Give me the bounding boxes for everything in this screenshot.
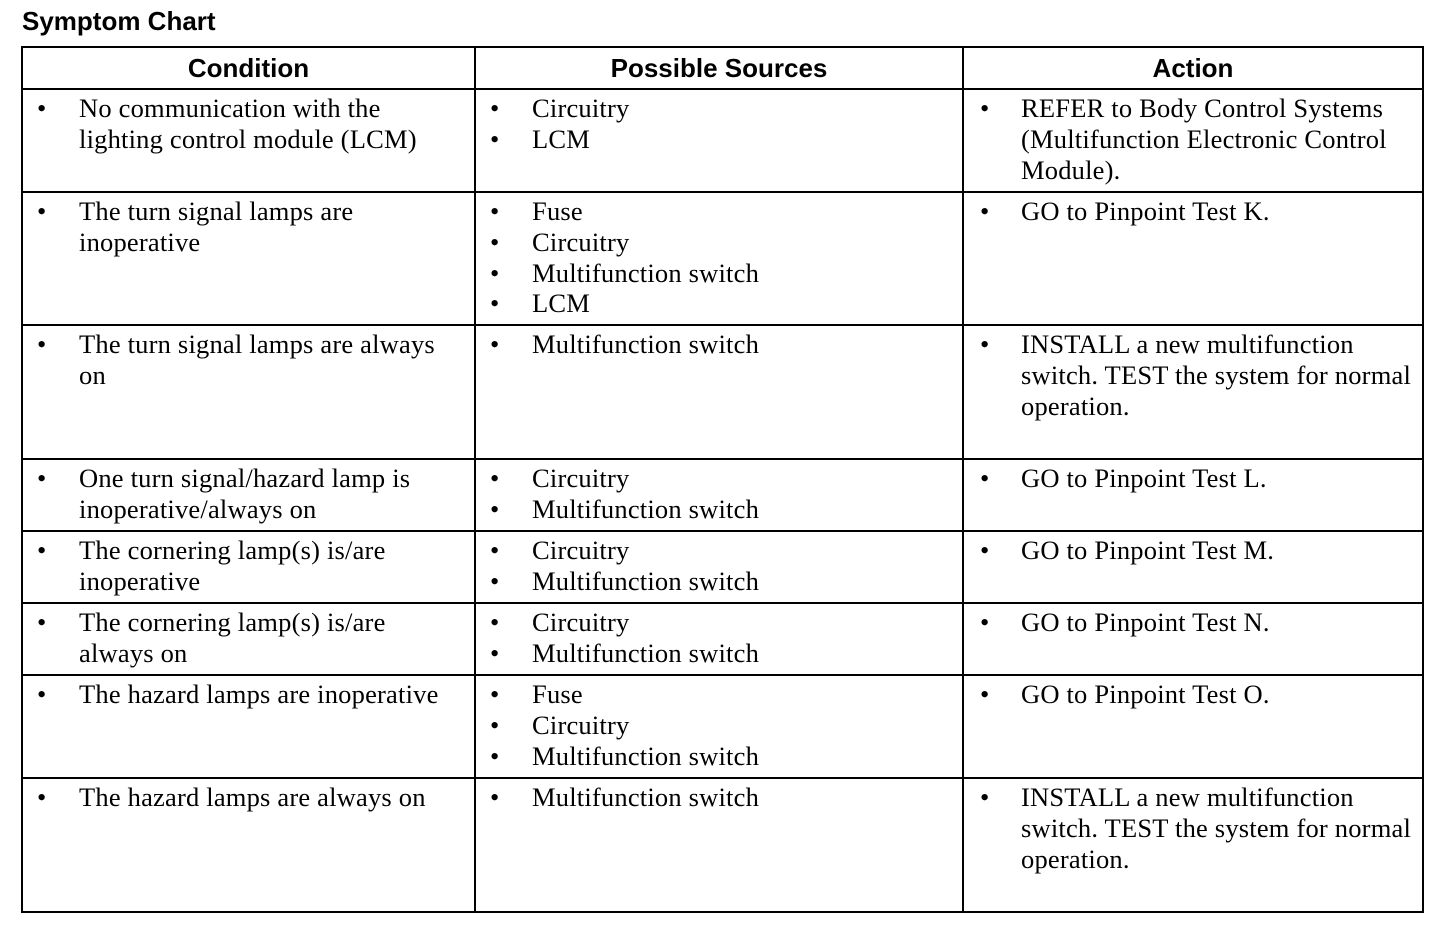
sources-text: Multifunction switch xyxy=(532,493,760,524)
header-row xyxy=(22,47,1423,89)
bullet-icon: • xyxy=(37,782,47,812)
action-text: GO to Pinpoint Test K. xyxy=(1021,196,1270,226)
list-item xyxy=(476,93,954,124)
bullet-icon: • xyxy=(37,607,47,637)
list-item xyxy=(476,607,954,638)
list-item xyxy=(476,535,954,566)
condition-cell xyxy=(22,459,475,531)
action-list xyxy=(964,532,1422,566)
bullet-icon: • xyxy=(980,329,990,359)
list-item xyxy=(964,607,1414,638)
list-item xyxy=(23,93,466,155)
sources-cell xyxy=(475,675,963,778)
action-list xyxy=(964,460,1422,494)
list-item xyxy=(23,679,466,710)
condition-text: The cornering lamp(s) is/are inoperative xyxy=(79,535,386,596)
list-item xyxy=(476,258,954,289)
bullet-icon: • xyxy=(490,288,500,319)
condition-text: The turn signal lamps are inoperative xyxy=(79,196,354,257)
list-item xyxy=(476,566,954,597)
action-text: GO to Pinpoint Test L. xyxy=(1021,463,1267,493)
sources-text: Multifunction switch xyxy=(532,782,760,812)
condition-text: No communication with the lighting control module (LCM) xyxy=(79,93,417,154)
list-item xyxy=(476,463,954,494)
sources-text: Circuitry xyxy=(532,607,630,637)
condition-text: The hazard lamps are always on xyxy=(79,782,426,812)
bullet-icon: • xyxy=(980,782,990,812)
action-list xyxy=(964,604,1422,638)
action-text: GO to Pinpoint Test M. xyxy=(1021,535,1275,565)
bullet-icon: • xyxy=(490,257,500,288)
list-item xyxy=(23,463,466,525)
bullet-icon: • xyxy=(37,679,47,709)
bullet-icon: • xyxy=(980,535,990,565)
list-item xyxy=(964,196,1414,227)
action-cell xyxy=(963,89,1423,192)
condition-list xyxy=(23,676,474,710)
condition-cell xyxy=(22,778,475,912)
list-item xyxy=(476,124,954,155)
action-text: REFER to Body Control Systems (Multifunction Electronic Control Module). xyxy=(1021,93,1387,185)
bullet-icon: • xyxy=(490,493,500,524)
column-header-condition: Condition xyxy=(22,47,475,89)
list-item xyxy=(23,607,466,669)
bullet-icon: • xyxy=(490,93,500,123)
column-header-possible-sources: Possible Sources xyxy=(475,47,963,89)
bullet-icon: • xyxy=(980,93,990,123)
bullet-icon: • xyxy=(490,782,500,812)
list-item xyxy=(476,741,954,772)
bullet-icon: • xyxy=(490,565,500,596)
bullet-icon: • xyxy=(980,463,990,493)
bullet-icon: • xyxy=(980,679,990,709)
sources-list xyxy=(476,532,962,597)
condition-list xyxy=(23,326,474,391)
action-list xyxy=(964,90,1422,185)
list-item xyxy=(964,535,1414,566)
action-list xyxy=(964,193,1422,227)
list-item xyxy=(476,679,954,710)
sources-cell xyxy=(475,192,963,325)
sources-text: Multifunction switch xyxy=(532,740,760,771)
condition-cell xyxy=(22,192,475,325)
condition-list xyxy=(23,779,474,813)
list-item xyxy=(476,288,954,319)
bullet-icon: • xyxy=(490,637,500,668)
list-item xyxy=(476,329,954,360)
sources-list xyxy=(476,460,962,525)
condition-list xyxy=(23,604,474,669)
sources-text: Circuitry xyxy=(532,463,630,493)
condition-text: The cornering lamp(s) is/are always on xyxy=(79,607,386,668)
action-list xyxy=(964,326,1422,421)
sources-cell xyxy=(475,531,963,603)
table-row xyxy=(22,778,1423,912)
condition-cell xyxy=(22,675,475,778)
table-row xyxy=(22,325,1423,459)
table-row xyxy=(22,89,1423,192)
condition-cell xyxy=(22,89,475,192)
bullet-icon: • xyxy=(980,196,990,226)
list-item xyxy=(476,638,954,669)
list-item xyxy=(476,196,954,227)
list-item xyxy=(476,782,954,813)
table-row xyxy=(22,192,1423,325)
sources-text: Fuse xyxy=(532,679,583,709)
table-row xyxy=(22,675,1423,778)
chart-title: Symptom Chart xyxy=(22,6,216,36)
sources-text: Circuitry xyxy=(532,709,630,740)
action-cell xyxy=(963,778,1423,912)
action-cell xyxy=(963,603,1423,675)
sources-list xyxy=(476,779,962,813)
bullet-icon: • xyxy=(490,196,500,226)
sources-list xyxy=(476,676,962,771)
sources-text: Circuitry xyxy=(532,535,630,565)
list-item xyxy=(23,535,466,597)
bullet-icon: • xyxy=(37,463,47,493)
bullet-icon: • xyxy=(490,709,500,740)
sources-text: Multifunction switch xyxy=(532,565,760,596)
condition-list xyxy=(23,532,474,597)
bullet-icon: • xyxy=(980,607,990,637)
table-body xyxy=(22,89,1423,912)
bullet-icon: • xyxy=(490,740,500,771)
sources-text: Multifunction switch xyxy=(532,257,760,288)
list-item xyxy=(23,782,466,813)
list-item xyxy=(964,329,1414,421)
action-text: INSTALL a new multifunction switch. TEST the system for normal operation. xyxy=(1021,329,1412,421)
list-item xyxy=(964,782,1414,874)
list-item xyxy=(476,710,954,741)
list-item xyxy=(476,227,954,258)
condition-list xyxy=(23,193,474,258)
sources-list xyxy=(476,90,962,155)
bullet-icon: • xyxy=(37,329,47,359)
symptom-table xyxy=(21,46,1424,913)
list-item xyxy=(964,679,1414,710)
bullet-icon: • xyxy=(490,607,500,637)
sources-list xyxy=(476,326,962,360)
condition-text: One turn signal/hazard lamp is inoperative/always on xyxy=(79,463,411,524)
bullet-icon: • xyxy=(37,196,47,226)
list-item xyxy=(964,463,1414,494)
list-item xyxy=(23,329,466,391)
action-list xyxy=(964,676,1422,710)
sources-text: Circuitry xyxy=(532,226,630,257)
sources-text: Multifunction switch xyxy=(532,637,760,668)
condition-cell xyxy=(22,325,475,459)
action-list xyxy=(964,779,1422,874)
action-cell xyxy=(963,459,1423,531)
action-text: INSTALL a new multifunction switch. TEST the system for normal operation. xyxy=(1021,782,1412,874)
list-item xyxy=(23,196,466,258)
sources-cell xyxy=(475,778,963,912)
sources-cell xyxy=(475,603,963,675)
sources-cell xyxy=(475,325,963,459)
sources-cell xyxy=(475,459,963,531)
bullet-icon: • xyxy=(490,226,500,257)
condition-text: The turn signal lamps are always on xyxy=(79,329,435,390)
column-header-action: Action xyxy=(963,47,1423,89)
table-row xyxy=(22,459,1423,531)
action-cell xyxy=(963,675,1423,778)
bullet-icon: • xyxy=(490,535,500,565)
condition-list xyxy=(23,90,474,155)
action-cell xyxy=(963,192,1423,325)
condition-list xyxy=(23,460,474,525)
condition-cell xyxy=(22,603,475,675)
sources-text: LCM xyxy=(532,288,591,319)
condition-text: The hazard lamps are inoperative xyxy=(79,679,439,709)
list-item xyxy=(476,494,954,525)
table-row xyxy=(22,603,1423,675)
sources-cell xyxy=(475,89,963,192)
condition-cell xyxy=(22,531,475,603)
bullet-icon: • xyxy=(37,93,47,123)
sources-text: Multifunction switch xyxy=(532,329,760,359)
sources-list xyxy=(476,604,962,669)
sources-list xyxy=(476,193,962,319)
bullet-icon: • xyxy=(490,123,500,154)
bullet-icon: • xyxy=(490,463,500,493)
sources-text: LCM xyxy=(532,123,591,154)
bullet-icon: • xyxy=(490,329,500,359)
table-row xyxy=(22,531,1423,603)
bullet-icon: • xyxy=(37,535,47,565)
bullet-icon: • xyxy=(490,679,500,709)
sources-text: Circuitry xyxy=(532,93,630,123)
action-cell xyxy=(963,325,1423,459)
sources-text: Fuse xyxy=(532,196,583,226)
action-cell xyxy=(963,531,1423,603)
list-item xyxy=(964,93,1414,185)
action-text: GO to Pinpoint Test O. xyxy=(1021,679,1270,709)
action-text: GO to Pinpoint Test N. xyxy=(1021,607,1270,637)
